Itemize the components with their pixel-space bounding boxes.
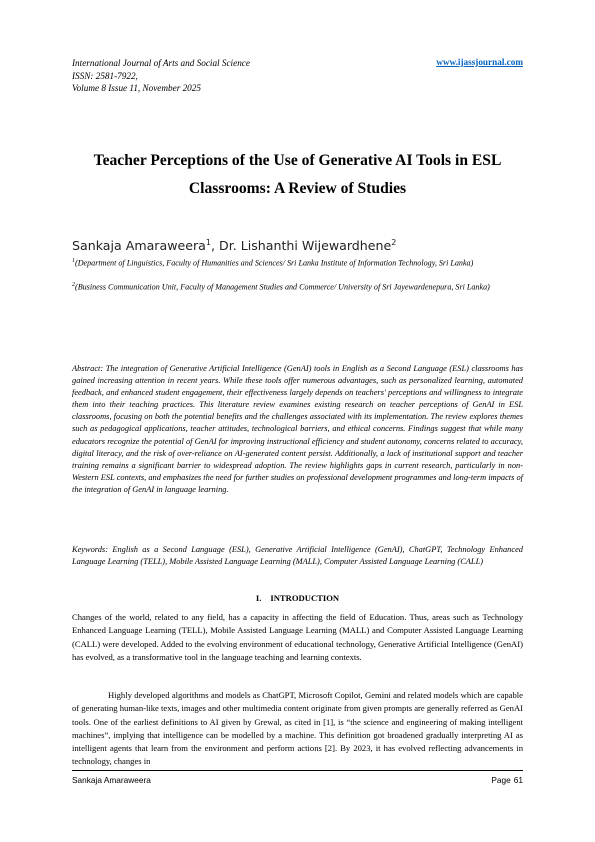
keywords: Keywords: English as a Second Language (ESL), Generative Artificial Intelligence (GenAI), ChatGPT, Technology Enhanced Language Learning (TELL), Mobile Assisted Language Learning (MALL), Computer Assisted Language Learning (CALL) xyxy=(72,545,523,567)
author-separator: , xyxy=(210,238,219,254)
author-name-1: Sankaja Amaraweera xyxy=(72,238,206,254)
paper-title-line-1: Teacher Perceptions of the Use of Generative AI Tools in ESL xyxy=(93,152,502,169)
affiliation-text-1: (Department of Linguistics, Faculty of Humanities and Sciences/ Sri Lanka Institute of Information Technology, Sri Lanka) xyxy=(75,258,474,268)
footer-page-number: 61 xyxy=(513,775,523,785)
author-affiliation-mark-2: 2 xyxy=(391,238,397,247)
section-title: INTRODUCTION xyxy=(270,593,340,603)
footer-author: Sankaja Amaraweera xyxy=(72,775,151,785)
section-number: I. xyxy=(255,593,262,603)
section-heading-introduction xyxy=(72,593,523,603)
journal-volume: Volume 8 Issue 11, November 2025 xyxy=(72,83,201,93)
footer-page xyxy=(488,775,523,785)
affiliation-mark-1: 1 xyxy=(72,258,75,264)
author-affiliation-mark-1: 1 xyxy=(205,238,211,247)
affiliation-text-2: (Business Communication Unit, Faculty of Management Studies and Commerce/ University of Sri Jayewardenepura, Sri Lanka) xyxy=(75,282,490,292)
affiliation-1 xyxy=(72,256,522,269)
body-paragraph-2: Highly developed algorithms and models as ChatGPT, Microsoft Copilot, Gemini and related models which are capable of generating human-like texts, images and other multimedia content originate from given prompts are generally referred as GenAI tools. One of the earliest definitions to AI given by Grewal, as cited in [1], is “the science and engineering of making intelligent machines”, implying that intelligence can be modelled by a machine. This definition got broadened gradually interpreting AI as intelligent agents that learn from the environment and perform actions [2]. By 2023, it has evolved reflecting advancements in technology, changes in xyxy=(72,690,524,767)
journal-header xyxy=(72,57,250,95)
abstract: Abstract: The integration of Generative Artificial Intelligence (GenAI) tools in English as a Second Language (ESL) classrooms has gained increasing attention in recent years. While these tools offer numerous advantages, such as personalized learning, automated feedback, and enhanced student engagement, their effectiveness largely depends on teachers' perceptions and willingness to integrate them into their teaching practices. This literature review examines existing research on teacher perceptions of GenAI in ESL classrooms, focusing on both the potential benefits and the challenges associated with its implementation. The review explores themes such as pedagogical applications, teacher attitudes, technological barriers, and ethical concerns. Findings suggest that while many educators recognize the potential of GenAI for improving instructional efficiency and student autonomy, concerns related to accuracy, digital literacy, and the risk of over-reliance on AI-generated content persist. Additionally, a lack of institutional support and teacher training remains a significant barrier to widespread adoption. The review highlights gaps in current research, particularly in non-Western ESL contexts, and emphasizes the need for further studies on professional development programmes and long-term impacts of the integration of GenAI in language learning. xyxy=(72,364,523,494)
paper-title-line-2: Classrooms: A Review of Studies xyxy=(188,180,407,197)
affiliation-mark-2: 2 xyxy=(72,282,75,288)
author-list xyxy=(72,238,396,253)
author-name-2: Dr. Lishanthi Wijewardhene xyxy=(219,238,392,254)
journal-name: International Journal of Arts and Social Science xyxy=(72,58,250,68)
paper-title xyxy=(60,147,535,203)
journal-issn: ISSN: 2581-7922, xyxy=(72,70,138,81)
affiliation-2 xyxy=(72,280,522,293)
footer-page-label: Page xyxy=(491,775,511,785)
footer-divider xyxy=(72,770,523,771)
body-paragraph-1: Changes of the world, related to any field, has a capacity in affecting the field of Education. Thus, areas such as Technology Enhanced Language Learning (TELL), Mobile Assisted Language Learning (MALL) and Computer Assisted Language Learning (CALL) were developed. Added to the evolving environment of educational technology, Generative Artificial Intelligence (GenAI) has evolved, as a transformative tool in the language teaching and learning contexts. xyxy=(72,612,523,662)
journal-website-link[interactable]: www.ijassjournal.com xyxy=(436,57,523,67)
